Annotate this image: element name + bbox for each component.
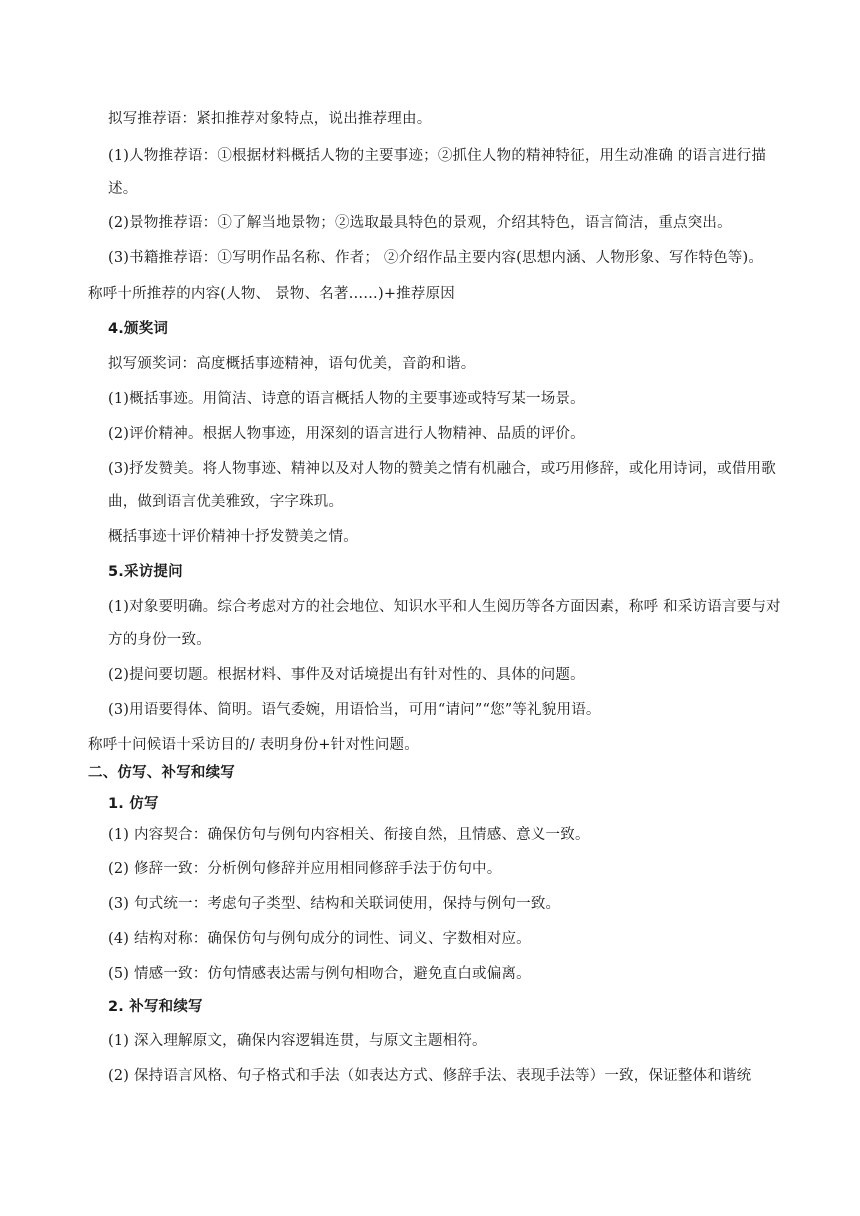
- section-heading: 4.颁奖词: [108, 321, 169, 337]
- paragraph: 概括事迹十评价精神十抒发赞美之情。: [108, 529, 358, 545]
- subsection-heading: 1. 仿写: [108, 796, 159, 812]
- paragraph: 称呼十问候语十采访目的/ 表明身份+针对性问题。: [88, 737, 419, 753]
- paragraph: (2) 修辞一致：分析例句修辞并应用相同修辞手法于仿句中。: [108, 861, 502, 877]
- section-heading: 二、仿写、补写和续写: [88, 765, 235, 781]
- paragraph: (5) 情感一致：仿句情感表达需与例句相吻合，避免直白或偏离。: [108, 966, 531, 982]
- paragraph: (2)提问要切题。根据材料、事件及对话境提出有针对性的、具体的问题。: [108, 667, 585, 683]
- paragraph: (1) 内容契合：确保仿句与例句内容相关、衔接自然，且情感、意义一致。: [108, 827, 590, 843]
- paragraph: 称呼十所推荐的内容(人物、 景物、名著……)+推荐原因: [88, 286, 455, 302]
- paragraph: (1) 深入理解原文，确保内容逻辑连贯，与原文主题相符。: [108, 1033, 487, 1049]
- paragraph: 拟写颁奖词：高度概括事迹精神，语句优美，音韵和谐。: [108, 356, 476, 372]
- paragraph: (3) 句式统一：考虑句子类型、结构和关联词使用，保持与例句一致。: [108, 896, 561, 912]
- paragraph: (2)评价精神。根据人物事迹，用深刻的语言进行人物精神、品质的评价。: [108, 426, 585, 442]
- paragraph: (3)用语要得体、简明。语气委婉，用语恰当，可用“请问”“您”等礼貌用语。: [108, 702, 601, 718]
- paragraph: (1)概括事迹。用简洁、诗意的语言概括人物的主要事迹或特写某一场景。: [108, 391, 585, 407]
- paragraph: 拟写推荐语：紧扣推荐对象特点，说出推荐理由。: [108, 111, 432, 127]
- paragraph: (1)人物推荐语：①根据材料概括人物的主要事迹；②抓住人物的精神特征，用生动准确 的语言进行描述。: [108, 148, 767, 197]
- paragraph: (3)书籍推荐语：①写明作品名称、作者； ②介绍作品主要内容(思想内涵、人物形象、写作特色等)。: [108, 250, 764, 266]
- paragraph: (1)对象要明确。综合考虑对方的社会地位、知识水平和人生阅历等各方面因素，称呼 和采访语言要与对方的身份一致。: [108, 599, 781, 648]
- paragraph: (3)抒发赞美。将人物事迹、精神以及对人物的赞美之情有机融合，或巧用修辞，或化用诗词，或借用歌曲，做到语言优美雅致，字字珠玑。: [108, 461, 776, 510]
- paragraph: (2)景物推荐语：①了解当地景物；②选取最具特色的景观，介绍其特色，语言简洁，重点突出。: [108, 215, 732, 231]
- section-heading: 5.采访提问: [108, 564, 183, 580]
- subsection-heading: 2. 补写和续写: [108, 999, 203, 1015]
- paragraph: (2) 保持语言风格、句子格式和手法（如表达方式、修辞手法、表现手法等）一致，保证整体和谐统: [108, 1068, 752, 1084]
- paragraph: (4) 结构对称：确保仿句与例句成分的词性、词义、字数相对应。: [108, 931, 531, 947]
